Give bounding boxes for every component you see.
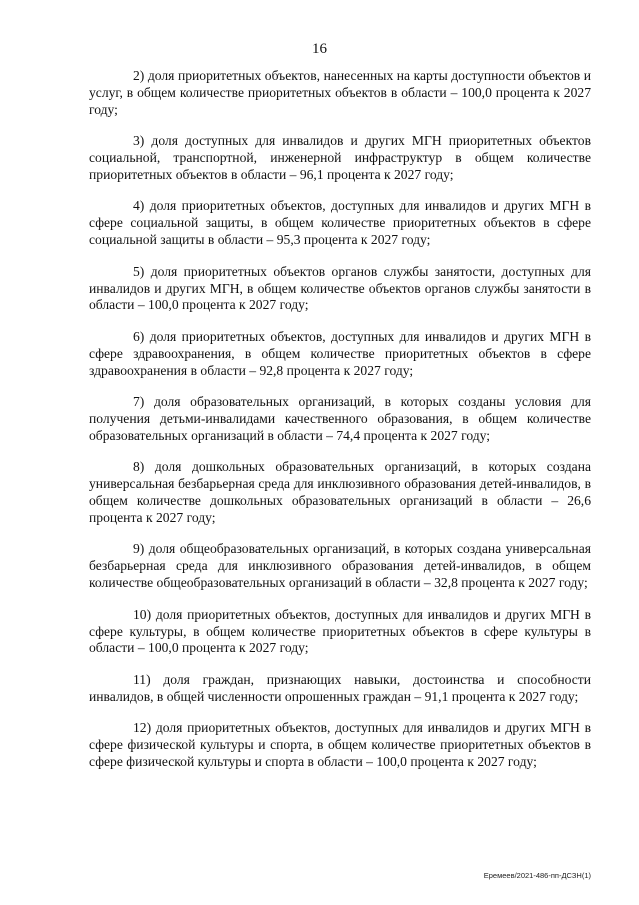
indicator-paragraph-6: 6) доля приоритетных объектов, доступных для инвалидов и других МГН в сфере здравоохранения, в общем количестве приоритетных объектов в сфере здравоохранения в области – 92,8 процента к 2027 году; [89, 328, 591, 378]
page-number: 16 [312, 41, 327, 57]
document-body [89, 68, 591, 785]
indicator-paragraph-8: 8) доля дошкольных образовательных организаций, в которых создана универсальная безбарьерная среда для инклюзивного образования детей-инвалидов, в общем количестве дошкольных образовательных организаций в области – 26,6 процента к 2027 году; [89, 459, 591, 526]
document-footer-code: Еремеев/2021-486-пп-ДСЗН(1) [483, 871, 591, 880]
indicator-paragraph-10: 10) доля приоритетных объектов, доступных для инвалидов и других МГН в сфере культуры, в общем количестве приоритетных объектов в сфере культуры в области – 100,0 процента к 2027 году; [89, 606, 591, 656]
indicator-paragraph-5: 5) доля приоритетных объектов органов службы занятости, доступных для инвалидов и других МГН, в общем количестве объектов органов службы занятости в области – 100,0 процента к 2027 году; [89, 263, 591, 313]
indicator-paragraph-12: 12) доля приоритетных объектов, доступных для инвалидов и других МГН в сфере физической культуры и спорта, в общем количестве приоритетных объектов в сфере физической культуры и спорта в области – 100,0 процента к 2027 году; [89, 720, 591, 769]
indicator-paragraph-4: 4) доля приоритетных объектов, доступных для инвалидов и других МГН в сфере социальной защиты, в общем количестве приоритетных объектов в сфере социальной защиты в области – 95,3 процента к 2027 году; [89, 198, 591, 248]
indicator-paragraph-11: 11) доля граждан, признающих навыки, достоинства и способности инвалидов, в общей численности опрошенных граждан – 91,1 процента к 2027 году; [89, 671, 591, 704]
indicator-paragraph-7: 7) доля образовательных организаций, в которых созданы условия для получения детьми-инвалидами качественного образования, в общем количестве образовательных организаций в области – 74,4 процента к 2027 году; [89, 394, 591, 443]
indicator-paragraph-2: 2) доля приоритетных объектов, нанесенных на карты доступности объектов и услуг, в общем количестве приоритетных объектов в области – 100,0 процента к 2027 году; [89, 68, 591, 117]
indicator-paragraph-9: 9) доля общеобразовательных организаций, в которых создана универсальная безбарьерная среда для инклюзивного образования детей-инвалидов, в общем количестве общеобразовательных организаций в области – 32,8 процента к 2027 году; [89, 541, 591, 591]
indicator-paragraph-3: 3) доля доступных для инвалидов и других МГН приоритетных объектов социальной, транспортной, инженерной инфраструктур в общем количестве приоритетных объектов в области – 96,1 процента к 2027 году; [89, 133, 591, 183]
